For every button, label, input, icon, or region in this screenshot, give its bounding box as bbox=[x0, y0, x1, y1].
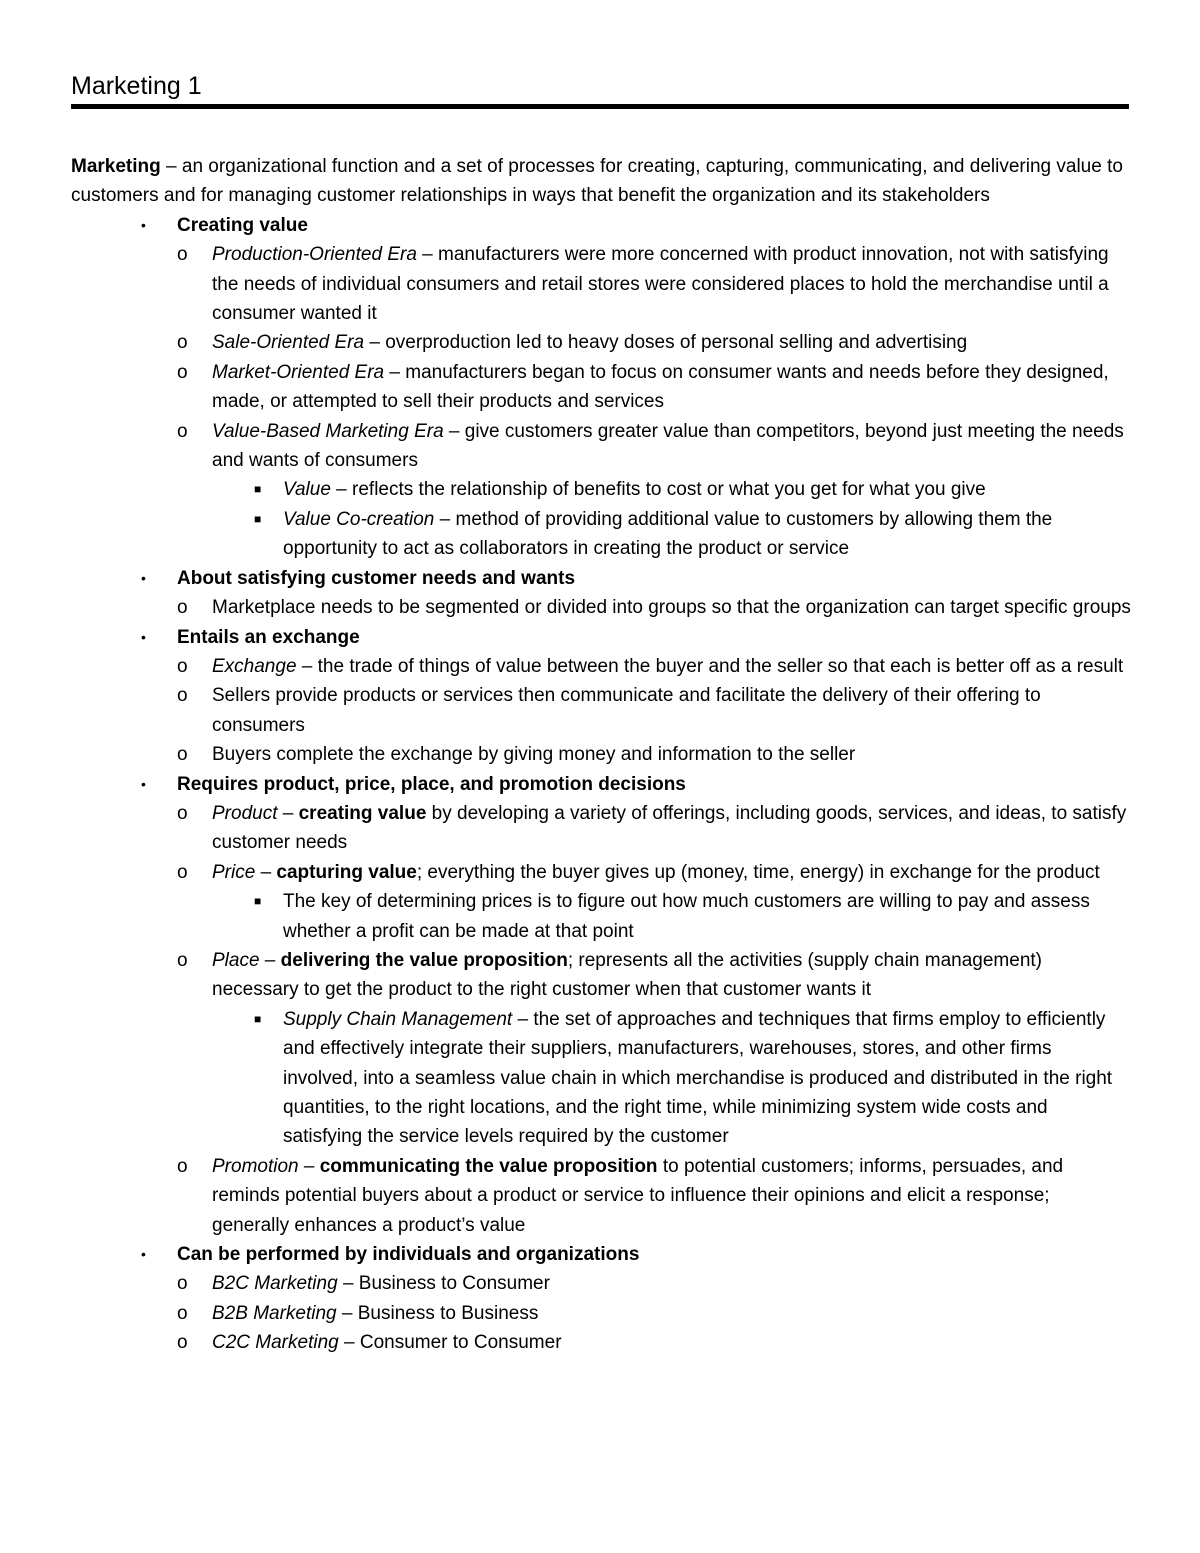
square-bullet-icon: ■ bbox=[254, 511, 262, 526]
item-text: – bbox=[298, 1155, 320, 1177]
bullet-item bbox=[71, 211, 1131, 240]
item-text: – Consumer to Consumer bbox=[338, 1332, 562, 1354]
sub-item bbox=[71, 358, 1131, 417]
sub-item bbox=[71, 1152, 1131, 1240]
item-text: – manufacturers were more concerned with product innovation, not with satisfying the needs of individual consumers and retail stores were considered places to hold the merchandise until a consumer wanted it bbox=[212, 244, 1109, 325]
italic-term: Exchange bbox=[212, 655, 297, 677]
definition-paragraph bbox=[71, 152, 1131, 211]
bold-text: capturing value bbox=[276, 861, 417, 883]
square-bullet-icon: ■ bbox=[254, 482, 262, 497]
item-text: Sellers provide products or services then communicate and facilitate the delivery of their offering to consumers bbox=[212, 685, 1041, 736]
circle-bullet-icon: o bbox=[177, 685, 188, 707]
circle-bullet-icon: o bbox=[177, 744, 188, 766]
sub-sub-item bbox=[71, 887, 1131, 946]
italic-term: B2B Marketing bbox=[212, 1302, 337, 1324]
circle-bullet-icon: o bbox=[177, 1273, 188, 1295]
sub-item bbox=[71, 417, 1131, 476]
item-text: – method of providing additional value to customers by allowing them the opportunity to act as collaborators in creating the product or service bbox=[283, 508, 1053, 560]
circle-bullet-icon: o bbox=[177, 861, 188, 883]
definition-term: Marketing bbox=[71, 156, 161, 177]
bullet-item bbox=[71, 623, 1131, 652]
bullet-icon: • bbox=[141, 216, 146, 233]
circle-bullet-icon: o bbox=[177, 244, 188, 266]
italic-term: Promotion bbox=[212, 1155, 299, 1177]
square-bullet-icon: ■ bbox=[254, 894, 262, 909]
bullet-icon: • bbox=[141, 569, 146, 586]
italic-term: Value-Based Marketing Era bbox=[212, 420, 444, 442]
bold-text: delivering the value proposition bbox=[280, 949, 568, 971]
italic-term: Supply Chain Management bbox=[283, 1008, 513, 1030]
item-text: – the trade of things of value between the buyer and the seller so that each is better off as a result bbox=[296, 655, 1124, 677]
item-text: by developing a variety of offerings, including goods, services, and ideas, to satisfy customer needs bbox=[212, 802, 1127, 854]
item-text: The key of determining prices is to figure out how much customers are willing to pay and assess whether a profit can be made at that point bbox=[283, 891, 1090, 942]
italic-term: Price bbox=[212, 861, 256, 883]
outline-list bbox=[71, 211, 1131, 1358]
italic-term: Place bbox=[212, 949, 260, 971]
italic-term: Sale-Oriented Era bbox=[212, 332, 365, 354]
bold-text: About satisfying customer needs and wants bbox=[177, 567, 576, 589]
sub-item bbox=[71, 1269, 1131, 1298]
item-text: ; everything the buyer gives up (money, time, energy) in exchange for the product bbox=[416, 861, 1100, 883]
item-text: Marketplace needs to be segmented or divided into groups so that the organization can target specific groups bbox=[212, 597, 1131, 619]
sub-sub-item bbox=[71, 505, 1131, 564]
italic-term: Production-Oriented Era bbox=[212, 244, 417, 266]
item-text: to potential customers; informs, persuades, and reminds potential buyers about a product or service to influence their opinions and elicit a response; generally enhances a product’s value bbox=[212, 1155, 1064, 1236]
sub-item bbox=[71, 240, 1131, 328]
notes-body bbox=[71, 152, 1131, 1358]
circle-bullet-icon: o bbox=[177, 332, 188, 354]
item-text: – overproduction led to heavy doses of personal selling and advertising bbox=[364, 332, 968, 354]
bold-text: Can be performed by individuals and organizations bbox=[177, 1244, 640, 1266]
sub-sub-item bbox=[71, 1005, 1131, 1152]
bullet-item bbox=[71, 1240, 1131, 1269]
bullet-item bbox=[71, 770, 1131, 799]
bullet-icon: • bbox=[141, 775, 146, 792]
definition-text: – an organizational function and a set of processes for creating, capturing, communicating, and delivering value to customers and for managing customer relationships in ways that benefit the organization and its stakeholders bbox=[71, 156, 1123, 207]
sub-item bbox=[71, 593, 1131, 622]
circle-bullet-icon: o bbox=[177, 420, 188, 442]
bold-text: Creating value bbox=[177, 214, 308, 236]
italic-term: C2C Marketing bbox=[212, 1332, 339, 1354]
bullet-item bbox=[71, 564, 1131, 593]
bold-text: Requires product, price, place, and promotion decisions bbox=[177, 773, 686, 795]
sub-item bbox=[71, 740, 1131, 769]
italic-term: Value bbox=[283, 479, 331, 501]
item-text: – the set of approaches and techniques that firms employ to efficiently and effectively integrate their suppliers, manufacturers, warehouses, stores, and other firms involved, into a seamless value chain in which merchandise is produced and distributed in the right quantities, to the right locations, and the right time, while minimizing system wide costs and satisfying the service levels required by the customer bbox=[283, 1008, 1113, 1148]
item-text: – Business to Consumer bbox=[337, 1273, 550, 1295]
circle-bullet-icon: o bbox=[177, 655, 188, 677]
circle-bullet-icon: o bbox=[177, 597, 188, 619]
item-text: – bbox=[259, 949, 281, 971]
bold-text: creating value bbox=[298, 802, 427, 824]
item-text: – bbox=[255, 861, 277, 883]
title-divider bbox=[71, 104, 1129, 109]
item-text: Buyers complete the exchange by giving money and information to the seller bbox=[212, 744, 856, 766]
italic-term: Value Co-creation bbox=[283, 508, 435, 530]
circle-bullet-icon: o bbox=[177, 1302, 188, 1324]
circle-bullet-icon: o bbox=[177, 1332, 188, 1354]
item-text: – reflects the relationship of benefits to cost or what you get for what you give bbox=[330, 479, 986, 501]
square-bullet-icon: ■ bbox=[254, 1011, 262, 1026]
circle-bullet-icon: o bbox=[177, 361, 188, 383]
bold-text: communicating the value proposition bbox=[319, 1155, 658, 1177]
page-title: Marketing 1 bbox=[71, 72, 202, 100]
sub-item bbox=[71, 652, 1131, 681]
circle-bullet-icon: o bbox=[177, 1155, 188, 1177]
sub-item bbox=[71, 799, 1131, 858]
item-text: – give customers greater value than competitors, beyond just meeting the needs and wants of consumers bbox=[212, 420, 1124, 472]
item-text: ; represents all the activities (supply chain management) necessary to get the product to the right customer when that customer wants it bbox=[212, 949, 1042, 1001]
sub-item bbox=[71, 1328, 1131, 1357]
italic-term: Product bbox=[212, 802, 278, 824]
italic-term: Market-Oriented Era bbox=[212, 361, 385, 383]
sub-item bbox=[71, 328, 1131, 357]
circle-bullet-icon: o bbox=[177, 949, 188, 971]
sub-sub-item bbox=[71, 475, 1131, 504]
bullet-icon: • bbox=[141, 628, 146, 645]
sub-item bbox=[71, 681, 1131, 740]
sub-item bbox=[71, 946, 1131, 1005]
circle-bullet-icon: o bbox=[177, 802, 188, 824]
bullet-icon: • bbox=[141, 1246, 146, 1263]
bold-text: Entails an exchange bbox=[177, 626, 360, 648]
item-text: – manufacturers began to focus on consumer wants and needs before they designed, made, or attempted to sell their products and services bbox=[212, 361, 1109, 413]
item-text: – Business to Business bbox=[336, 1302, 539, 1324]
italic-term: B2C Marketing bbox=[212, 1273, 338, 1295]
sub-item bbox=[71, 858, 1131, 887]
item-text: – bbox=[277, 802, 299, 824]
sub-item bbox=[71, 1299, 1131, 1328]
